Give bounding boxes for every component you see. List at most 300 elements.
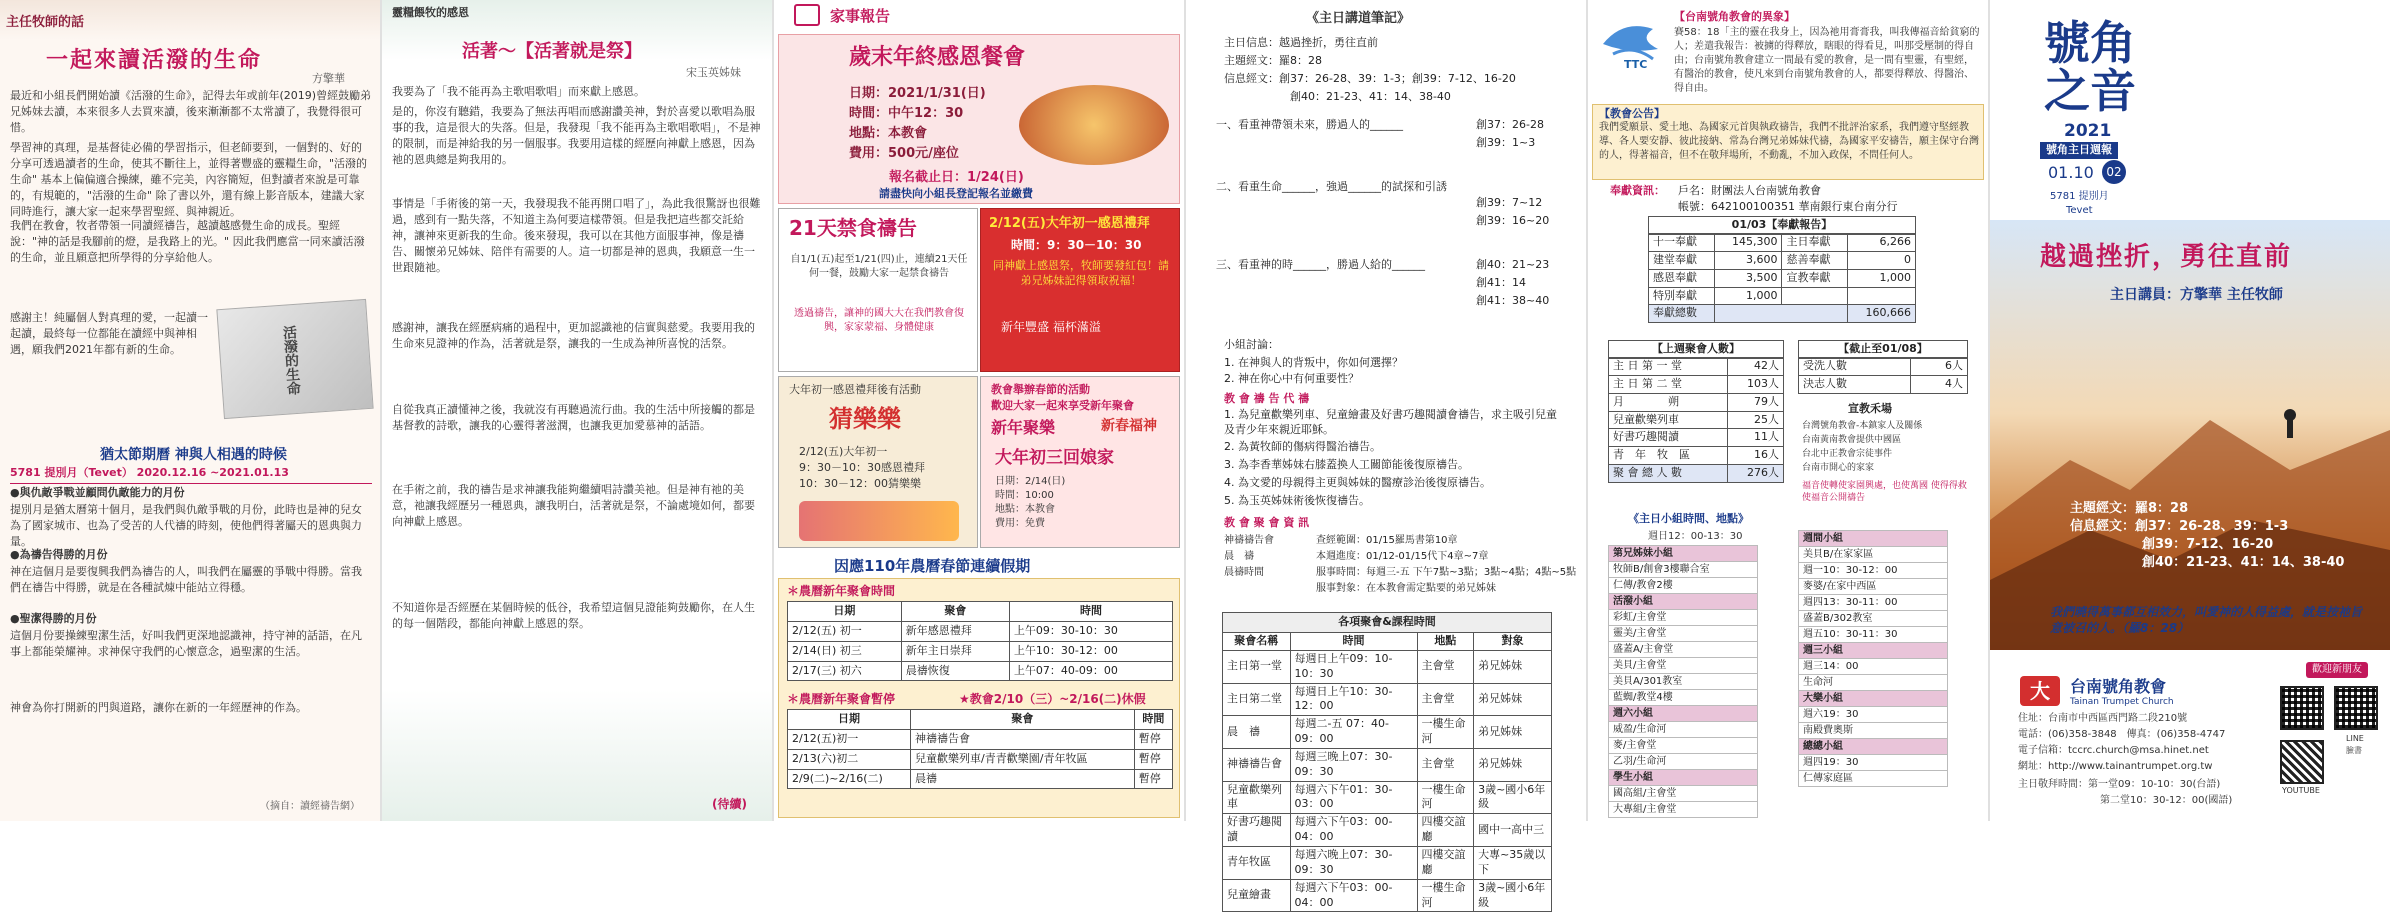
church-name-en: Tainan Trumpet Church — [2070, 697, 2174, 707]
table-cell — [1848, 287, 1916, 305]
table-cell: 每週三晚上07：30-09：30 — [1290, 748, 1417, 781]
table-cell: 聚 會 總 人 數 — [1609, 465, 1728, 483]
group-item: 週五10：30-11：30 — [1798, 627, 1948, 643]
table-row — [788, 729, 1173, 749]
group-item: 威盈/生命河 — [1608, 722, 1758, 738]
table-header-row — [788, 602, 1173, 622]
table-cell: 特別奉獻 — [1649, 287, 1715, 305]
table-cell: 弟兄姊妹 — [1474, 716, 1552, 749]
banquet-deadline: 報名截止日：1/24(日) — [889, 170, 1024, 185]
paragraph-3: 我們在教會，牧者帶領一同讀經禱告，越讀越感覺生命的成長。聖經說："神的話是我腳前的燈，是我路上的光。" 因此我們應當一同來讀活潑的生命，並且願意把所學得的分享給他人。 — [10, 219, 365, 264]
table-row — [1609, 375, 1784, 393]
scripture-3: 創39：7-12、16-20 — [2142, 537, 2274, 552]
table-cell: 主日第二堂 — [1223, 683, 1291, 716]
table-row — [1223, 781, 1552, 814]
worship-times-2: 第二堂10：30-12：00(國語) — [2100, 795, 2233, 806]
group-header: 學生小組 — [1608, 770, 1758, 786]
group-item: 國高組/主會堂 — [1608, 786, 1758, 802]
table-row — [1799, 358, 1968, 376]
sermon-title: 越過挫折，勇往直前 — [2040, 242, 2293, 272]
discussion-q1: 1. 在神與人的背叛中，你如何選擇？ — [1224, 356, 1403, 369]
table-cell: 2/17(三) 初六 — [788, 661, 902, 681]
table-cell: 奉獻總數 — [1649, 305, 1715, 323]
qr-label: YOUTUBE — [2282, 786, 2320, 795]
bullet3-title: ●聖潔得勝的月份 — [10, 612, 97, 625]
offering-account: 帳號：642100100351 華南銀行東台南分行 — [1678, 200, 1898, 213]
group-item: 生命河 — [1798, 675, 1948, 691]
message-verse: 信息經文：創37：26-28、39：1-3；創39：7-12、16-20 — [1224, 72, 1516, 85]
group-item: 大專組/主會堂 — [1608, 802, 1758, 818]
group-item: 美貝A/301教室 — [1608, 674, 1758, 690]
table-row — [1649, 305, 1916, 323]
table-cell: 每週日上午09：10-10：30 — [1290, 650, 1417, 683]
group-header: 週三小組 — [1798, 643, 1948, 659]
table-cell: 2/12(五) 初一 — [788, 621, 902, 641]
table-header: 時間 — [1134, 710, 1172, 730]
section-header: 主任牧師的話 — [6, 15, 85, 30]
table-cell: 103人 — [1727, 375, 1784, 393]
fasting-card — [778, 208, 978, 372]
paragraph-4: 感謝主！純屬個人對真理的愛，一起讀一起讀，最終每一位都能在讀經中與神相遇，願我們2021年都有新的生命。 — [10, 311, 208, 356]
table-row — [1223, 716, 1552, 749]
table-cell: 每週日上午10：30-12：00 — [1290, 683, 1417, 716]
table-row — [788, 641, 1173, 661]
banquet-date: 日期：2021/1/31(日) — [849, 86, 986, 101]
table-cell: 160,666 — [1848, 305, 1916, 323]
point-3-ref: 創41：38~40 — [1476, 294, 1550, 307]
table-cell: 276人 — [1727, 465, 1784, 483]
table-cell: 晨禱 — [911, 769, 1135, 789]
table-cell: 每週六下午03：00-04：00 — [1290, 879, 1417, 912]
group-header: 週間小組 — [1798, 530, 1948, 547]
fasting-text-1: 自1/1(五)起至1/21(四)止，連續21天任何一餐，鼓勵大家一起禁食禱告 — [790, 254, 968, 279]
table-cell: 暫停 — [1134, 729, 1172, 749]
baptism-table — [1798, 357, 1968, 394]
table-cell: 主日奉獻 — [1782, 234, 1848, 252]
offering-report-title: 01/03【奉獻報告】 — [1648, 216, 1916, 235]
message-verse-2: 創40：21-23、41：14、38-40 — [1290, 90, 1451, 103]
table-cell: 感恩奉獻 — [1649, 269, 1715, 287]
group-list-right — [1798, 530, 1948, 787]
sermon-notes-page — [1186, 0, 1586, 909]
table-cell: 3歲~國小6年級 — [1474, 781, 1552, 814]
table-row — [1609, 447, 1784, 465]
group-item: 美貝/主會堂 — [1608, 658, 1758, 674]
game-time-1: 2/12(五)大年初一 — [799, 445, 888, 458]
notes-heading: 《主日講道筆記》 — [1306, 11, 1411, 26]
table-cell: 79人 — [1727, 393, 1784, 411]
info-value: 服事時間：每週三-五 下午7點~3點；3點~4點；4點~5點 — [1316, 567, 1577, 578]
group-header: 第兄姊妹小組 — [1608, 545, 1758, 562]
table-row — [1649, 234, 1916, 252]
bullet2-title: ●為禱告得勝的月份 — [10, 548, 108, 561]
table-cell: 25人 — [1727, 411, 1784, 429]
phone: 電話：(06)358-3848 傳真：(06)358-4747 — [2018, 729, 2226, 740]
table-cell: 神禱禱告會 — [911, 729, 1135, 749]
speaker: 主日講員：方擎華 主任牧師 — [2110, 287, 2283, 303]
table-cell: 宣教奉獻 — [1782, 269, 1848, 287]
table-cell: 6人 — [1910, 358, 1967, 376]
table-header: 地點 — [1417, 633, 1474, 651]
group-item: 靈美/主會堂 — [1608, 626, 1758, 642]
point-2-ref: 創39：7~12 — [1476, 196, 1543, 209]
point-1: 一、看重神帶領未來，勝過人的______ — [1216, 118, 1403, 131]
cheer-title: 教會舉辦春節的活動 — [991, 383, 1090, 396]
table-header: 聚會名稱 — [1223, 633, 1291, 651]
table-cell: 兒童歡樂列車/青青歡樂園/青年牧區 — [911, 749, 1135, 769]
paragraph-6: 在手術之前，我的禱告是求神讓我能夠繼續唱詩讚美祂。但是神有祂的美意，祂讓我經歷另一種恩典，讓我明白，活著就是祭，不論處境如何，都要向神獻上感恩。 — [392, 483, 755, 528]
table-cell: 晨 禱 — [1223, 716, 1291, 749]
game-time-2: 9：30－10：30感恩禮拜 — [799, 461, 925, 474]
schedule-title: 各項聚會&課程時間 — [1222, 612, 1552, 633]
cheer-tag: 新春福神 — [1101, 418, 1157, 434]
newyear-text: 同神獻上感恩祭，牧師要發紅包！請弟兄姊妹記得領取祝福！ — [993, 259, 1169, 287]
table-cell: 一樓生命河 — [1417, 879, 1474, 912]
info-label: 晨禱時間 — [1224, 567, 1264, 578]
group-item: 麥/主會堂 — [1608, 738, 1758, 754]
table-row — [1223, 650, 1552, 683]
table-row — [1649, 269, 1916, 287]
group-item: 週三14：00 — [1798, 659, 1948, 675]
game-name: 猜樂樂 — [829, 405, 901, 433]
bullet1-title: ●與仇敵爭戰並顧問仇敵能力的月份 — [10, 486, 185, 499]
cheer-d3: 地點：本教會 — [995, 504, 1055, 515]
memory-verse: 我們曉得萬事都互相效力，叫愛神的人得益處，就是按祂旨意被召的人。（羅8：28） — [2050, 605, 2363, 636]
info-label: 晨 禱 — [1224, 551, 1254, 562]
table-header: 日期 — [788, 602, 902, 622]
cover-photo — [1990, 220, 2390, 650]
table-cell: 6,266 — [1848, 234, 1916, 252]
group-header: 總總小組 — [1798, 739, 1948, 755]
cheer-d4: 費用：免費 — [995, 518, 1045, 529]
mountain-silhouette — [1990, 220, 2390, 650]
pastor-message-page — [0, 0, 380, 821]
table-row — [1223, 814, 1552, 847]
table-cell: 2/13(六)初二 — [788, 749, 911, 769]
table-cell: 暫停 — [1134, 769, 1172, 789]
table-row — [1609, 393, 1784, 411]
weekly-label: 號角主日週報 — [2040, 142, 2118, 159]
table-cell: 兒童歡樂列車 — [1223, 781, 1291, 814]
fasting-title: 21天禁食禱告 — [789, 216, 917, 240]
table-cell: 11人 — [1727, 429, 1784, 447]
sec2-note: ★教會2/10（三）~2/16(二)休假 — [959, 692, 1146, 706]
table-cell: 4人 — [1910, 375, 1967, 393]
small-group-intro: 週日12：00-13：30 — [1648, 531, 1743, 542]
qr-code-icon[interactable] — [2334, 686, 2378, 730]
table-cell: 主 日 第 二 堂 — [1609, 375, 1728, 393]
cheer-d1: 日期：2/14(日) — [995, 476, 1066, 487]
table-row — [788, 621, 1173, 641]
church-info-page — [1588, 0, 1988, 821]
mission-item: 台南市開心的家家 — [1802, 463, 1875, 473]
mission-item: 台南黃南教會提供中國區 — [1802, 435, 1902, 445]
point-1-ref: 創37：26-28 — [1476, 118, 1544, 131]
game-title: 大年初一感恩禮拜後有活動 — [789, 383, 921, 396]
table-cell: 42人 — [1727, 358, 1784, 376]
point-3-ref: 創41：14 — [1476, 276, 1526, 289]
table-header-row — [788, 710, 1173, 730]
testimony-page — [382, 0, 772, 821]
table-cell: 上午10：30-12：00 — [1009, 641, 1172, 661]
prayer-3: 3. 為李香華姊妹右膝蓋換人工關節能後復原禱告。 — [1224, 458, 1469, 471]
sec1-table — [787, 601, 1173, 681]
banquet-deadline-sub: 請盡快向小組長登記報名並繳費 — [879, 187, 1033, 200]
sermon-title: 主日信息：越過挫折，勇往直前 — [1224, 36, 1378, 49]
announcements-page — [774, 0, 1184, 821]
bullet2-text: 神在這個月是要復興我們為禱告的人，叫我們在屬靈的爭戰中得勝。當我們在禱告中得勝，就是在各種試煉中能站立得穩。 — [10, 565, 362, 594]
offering-label: 奉獻資訊： — [1610, 184, 1665, 197]
table-cell: 2/12(五)初一 — [788, 729, 911, 749]
newyear-foot: 新年豐盛 福杯滿溢 — [1001, 320, 1101, 334]
table-cell: 新年感恩禮拜 — [901, 621, 1009, 641]
mission-title: 宣教禾場 — [1848, 402, 1892, 415]
sec2-title: ＊農曆新年聚會暫停 — [787, 692, 896, 706]
qr-code-icon[interactable] — [2280, 686, 2324, 730]
cover-page — [1990, 0, 2390, 821]
table-cell: 兒童繪畫 — [1223, 879, 1291, 912]
masthead-2: 之音 — [2044, 64, 2136, 118]
qr-label: 臉書 — [2346, 746, 2362, 755]
vision-title: 【台南號角教會的異象】 — [1674, 10, 1795, 23]
table-cell: 145,300 — [1714, 234, 1782, 252]
table-row — [1799, 375, 1968, 393]
table-cell: 四樓交誼廳 — [1417, 814, 1474, 847]
table-cell: 主會堂 — [1417, 748, 1474, 781]
cheer-d2: 時間：10:00 — [995, 490, 1054, 501]
group-item: 盛蓋A/主會堂 — [1608, 642, 1758, 658]
sec2-table — [787, 709, 1173, 789]
table-row — [1609, 358, 1784, 376]
table-cell: 16人 — [1727, 447, 1784, 465]
cheer-fun: 大年初三回娘家 — [995, 448, 1114, 468]
table-cell: 弟兄姊妹 — [1474, 748, 1552, 781]
banquet-time: 時間：中午12：30 — [849, 106, 964, 121]
table-row — [788, 749, 1173, 769]
table-cell: 1,000 — [1848, 269, 1916, 287]
page-title: 活著～【活著就是祭】 — [462, 41, 642, 62]
table-cell: 3歲~國小6年級 — [1474, 879, 1552, 912]
car-image — [799, 501, 959, 541]
table-header: 時間 — [1009, 602, 1172, 622]
fasting-text-2: 透過禱告，讓神的國大大在我們教會復興，家家蒙福、身體健康 — [794, 308, 964, 333]
section-header: 家事報告 — [830, 7, 891, 25]
table-header: 聚會 — [901, 602, 1009, 622]
group-header: 大樂小組 — [1798, 691, 1948, 707]
table-cell: 十一奉獻 — [1649, 234, 1715, 252]
game-card — [778, 376, 978, 548]
welcome-badge: 歡迎新朋友 — [2306, 662, 2368, 678]
table-cell: 2/14(日) 初三 — [788, 641, 902, 661]
banquet-banner — [778, 34, 1180, 204]
table-row — [1609, 465, 1784, 483]
cheer-big: 新年聚樂 — [991, 418, 1056, 437]
website: 網址：http://www.tainantrumpet.org.tw — [2018, 761, 2213, 772]
author: 宋玉英姊妹 — [686, 66, 741, 79]
table-header: 聚會 — [911, 710, 1135, 730]
table-cell: 大專~35歲以下 — [1474, 846, 1552, 879]
table-cell: 月 朔 — [1609, 393, 1728, 411]
newyear-time: 時間：9：30－10：30 — [1011, 238, 1142, 252]
table-cell: 慈善奉獻 — [1782, 251, 1848, 269]
food-image — [1019, 85, 1169, 165]
table-cell: 受洗人數 — [1799, 358, 1911, 376]
banquet-place: 地點：本教會 — [849, 126, 928, 141]
bullet4-text: 神會為你打開新的門與道路，讓你在新的一年經歷神的作為。 — [10, 701, 307, 714]
table-cell: 青年牧區 — [1223, 846, 1291, 879]
group-item: 藍蜘/教堂4樓 — [1608, 690, 1758, 706]
attendance-table — [1608, 357, 1784, 483]
table-row — [1223, 683, 1552, 716]
prayer-5: 5. 為玉英姊妹術後恢復禱告。 — [1224, 494, 1370, 507]
mission-foot: 福音使轉使家園興處，也使萬國 使得得救使福音公開禱告 — [1802, 481, 1967, 504]
ttc-label: TTC — [1624, 58, 1648, 71]
info-value: 本週進度：01/12-01/15代下4章~7章 — [1316, 551, 1489, 562]
table-cell: 主會堂 — [1417, 650, 1474, 683]
paragraph-1: 最近和小組長們開始讀《活潑的生命》，記得去年或前年(2019)曾經鼓勵弟兄姊妹去讀，本來很多人去買來讀，後來漸漸都不太常讀了，我覺得很可惜。 — [10, 89, 372, 134]
prayer-4: 4. 為文愛的母親得主更與姊妹的醫療診治後復原禱告。 — [1224, 476, 1491, 489]
cheer-sub: 歡迎大家一起來享受新年聚會 — [991, 399, 1134, 412]
table-cell: 每週六下午01：30-03：00 — [1290, 781, 1417, 814]
table-cell: 每週二-五 07：40-09：00 — [1290, 716, 1417, 749]
table-cell: 一樓生命河 — [1417, 716, 1474, 749]
table-cell: 3,600 — [1714, 251, 1782, 269]
table-cell: 上午07：40-09：00 — [1009, 661, 1172, 681]
point-2-ref: 創39：16~20 — [1476, 214, 1550, 227]
schedule-table — [1222, 632, 1552, 912]
mission-item: 台北中正教會宗徒事件 — [1802, 449, 1893, 459]
holiday-title: 因應110年農曆春節連續假期 — [834, 557, 1031, 575]
table-cell: 上午09：30-10：30 — [1009, 621, 1172, 641]
table-cell: 晨禱恢復 — [901, 661, 1009, 681]
group-item: 週四19：30 — [1798, 755, 1948, 771]
group-header: 活潑小組 — [1608, 594, 1758, 610]
point-3: 三、看重神的時______，勝過人給的______ — [1216, 258, 1425, 271]
cheer-card — [980, 376, 1180, 548]
table-cell: 主會堂 — [1417, 683, 1474, 716]
notice-text: 我們愛願景、愛土地、為國家元首與執政禱告，我們不批評治家系，我們遵守堅經教導、各人要安靜、彼此接納、常為台灣兄弟姊妹代禱，為國家平安禱告，願主保守台灣的人，得著福音，但不在敬拜場所，不動亂，不加入政保，不問任何人。 — [1599, 122, 1979, 161]
group-header: 週六小組 — [1608, 706, 1758, 722]
table-cell: 主日第一堂 — [1223, 650, 1291, 683]
email: 電子信箱：tccrc.church@msa.hinet.net — [2018, 745, 2209, 756]
info-title: 教 會 聚 會 資 訊 — [1224, 516, 1310, 529]
paragraph-3: 事情是「手術後的第一天，我發現我不能再開口唱了」，為此我很驚訝也很難過，感到有一點失落，不知道主為何要這樣帶領。但是我把這些都交託給神，讓神來更新我的生命。後來發現，我可以在其他方面服事神，像是禱告、關懷弟兄姊妹、陪伴有需要的人。這一切都是神的恩典，我願意一生一世跟隨祂。 — [392, 197, 761, 274]
table-cell: 好書巧趣閱讀 — [1609, 429, 1728, 447]
offering-table — [1648, 233, 1916, 323]
prayer-2: 2. 為黃牧師的傷病得醫治禱告。 — [1224, 440, 1381, 453]
section2-date: 5781 提別月（Tevet） 2020.12.16 ~2021.01.13 — [10, 466, 372, 484]
group-item: 牧師B/創會3樓聯合室 — [1608, 562, 1758, 578]
sec1-title: ＊農曆新年聚會時間 — [787, 584, 896, 598]
group-item: 仁傳/教會2樓 — [1608, 578, 1758, 594]
scripture-2: 信息經文：創37：26-28、39：1-3 — [2070, 519, 2289, 534]
hebrew-month-en: Tevet — [2066, 205, 2093, 216]
point-1-ref: 創39：1~3 — [1476, 136, 1536, 149]
holiday-box — [778, 578, 1180, 818]
theme-verse: 主題經文：羅8：28 — [1224, 54, 1322, 67]
notice-title: 【教會公告】 — [1599, 107, 1665, 120]
ttc-logo-icon — [1598, 14, 1668, 74]
issue-number: 02 — [2102, 160, 2126, 184]
discussion-title: 小組討論： — [1224, 338, 1279, 351]
newyear-title: 2/12(五)大年初一感恩禮拜 — [989, 216, 1150, 231]
group-item: 週一10：30-12：00 — [1798, 563, 1948, 579]
table-cell: 1,000 — [1714, 287, 1782, 305]
table-cell: 3,500 — [1714, 269, 1782, 287]
group-item: 週四13：30-11：00 — [1798, 595, 1948, 611]
trumpet-logo-icon: 大 — [2020, 676, 2060, 706]
table-header: 日期 — [788, 710, 911, 730]
prayer-1: 1. 為兒童歡樂列車、兒童繪畫及好書巧趣閱讀會禱告，求主吸引兒童及青少年來親近耶穌。 — [1224, 408, 1557, 436]
table-cell: 每週六晚上07：30-09：30 — [1290, 846, 1417, 879]
group-list-left — [1608, 545, 1758, 818]
qr-label: LINE — [2346, 734, 2364, 743]
issue-date: 01.10 — [2048, 163, 2094, 182]
info-label: 神禱禱告會 — [1224, 535, 1274, 546]
page-title: 一起來讀活潑的生命 — [46, 47, 263, 73]
table-cell: 主 日 第 一 堂 — [1609, 358, 1728, 376]
vision-text: 賽58：18「主的靈在我身上，因為祂用膏膏我，叫我傳福音給貧窮的人；差遣我報告：被擄的得釋放，瞎眼的得看見，叫那受壓制的得自由；台南號角教會建立一間最有愛的教會，是一間有聖靈，有聖經，有醫治的教會，使凡來到台南號角教會的人，都要得釋放、得醫治、得自由。 — [1674, 27, 1980, 94]
group-item: 週六19：30 — [1798, 707, 1948, 723]
table-cell: 四樓交誼廳 — [1417, 846, 1474, 879]
newyear-card — [980, 208, 1180, 372]
info-value: 服事對象：在本教會需定點要的弟兄姊妹 — [1316, 583, 1496, 594]
bullet1-text: 提別月是猶太曆第十個月，是我們與仇敵爭戰的月份，此時也是神的兒女為了國家城市、也為了受苦的人代禱的時刻，使他們得著屬天的恩典與力量。 — [10, 503, 362, 548]
church-icon — [794, 4, 820, 26]
table-cell — [1782, 287, 1848, 305]
table-row — [788, 661, 1173, 681]
table-cell: 新年主日崇拜 — [901, 641, 1009, 661]
scripture-1: 主題經文：羅8：28 — [2070, 501, 2189, 516]
table-row — [1649, 287, 1916, 305]
book-image — [216, 299, 373, 419]
table-header: 時間 — [1290, 633, 1417, 651]
table-cell: 一樓生命河 — [1417, 781, 1474, 814]
year: 2021 — [2064, 121, 2112, 141]
notice-box — [1592, 104, 1984, 180]
table-cell: 建堂奉獻 — [1649, 251, 1715, 269]
paragraph-4: 感謝神，讓我在經歷病痛的過程中，更加認識祂的信實與慈愛。我要用我的生命來見證神的作為，活著就是祭，讓我的一生成為神所喜悅的活祭。 — [392, 321, 755, 350]
paragraph-2: 是的，你沒有聽錯，我要為了無法再唱而感謝讚美神，對於喜愛以歌唱為服事的我，這是很大的失落。但是，我發現「我不能再為主歌唱歌唱」，不是神的限制，而是神給我的另一個服事。我要用這樣的經歷向神獻上感恩，因為祂的恩典總是夠我用的。 — [392, 105, 761, 166]
group-item: 南殿費奧斯 — [1798, 723, 1948, 739]
bullet3-text: 這個月份要操練聖潔生活，好叫我們更深地認識神，持守神的話語，在凡事上都能榮耀神。求神保守我們的心懷意念，過聖潔的生活。 — [10, 629, 362, 658]
table-row — [1223, 879, 1552, 912]
baptism-title: 【截止至01/08】 — [1798, 340, 1968, 359]
prayer-title: 教 會 禱 告 代 禱 — [1224, 392, 1310, 405]
group-item: 盛蓋B/302教室 — [1798, 611, 1948, 627]
paragraph-2: 學習神的真理，是基督徒必備的學習指示，但老師要到，一個對的、好的分享可透過讀者的生命，使其不斷往上，並得著豐盛的靈糧生命，"活潑的生命" 基本上偏偏適合操練，雖不完美，內容簡短，但對讀者來說是可靠的，有規範的，"活潑的生命" 除了書以外，還有線上影音版本，建議大家同時進行，讓大家一起來學習聖經、與神親近。 — [10, 141, 368, 218]
point-2: 二、看重生命______，強過______的試探和引誘 — [1216, 180, 1447, 193]
table-cell: 好書巧趣閱讀 — [1223, 814, 1291, 847]
table-cell: 決志人數 — [1799, 375, 1911, 393]
group-item: 彩虹/主會堂 — [1608, 610, 1758, 626]
small-group-title: 《主日小組時間、地點》 — [1628, 512, 1749, 525]
table-cell: 神禱禱告會 — [1223, 748, 1291, 781]
table-cell: 兒童歡樂列車 — [1609, 411, 1728, 429]
header-bar — [774, 0, 1184, 34]
table-row — [1649, 251, 1916, 269]
paragraph-5: 自從我真正讀懂神之後，我就沒有再聽過流行曲。我的生活中所接觸的都是基督教的詩歌，讓我的心靈得著滋潤，也讓我更加愛慕神的話語。 — [392, 403, 755, 432]
table-row — [1609, 411, 1784, 429]
offering-name: 戶名：財團法人台南號角教會 — [1678, 184, 1821, 197]
table-cell: 2/9(二)~2/16(二) — [788, 769, 911, 789]
banquet-fee: 費用：500元/座位 — [849, 146, 959, 161]
table-row — [788, 769, 1173, 789]
qr-code-icon[interactable] — [2280, 740, 2324, 784]
point-3-ref: 創40：21~23 — [1476, 258, 1550, 271]
to-be-continued: (待續) — [712, 797, 747, 811]
paragraph-7: 不知道你是否經歷在某個時候的低谷，我希望這個見證能夠鼓勵你，在人生的每一個階段，都能向神獻上感恩的祭。 — [392, 601, 755, 630]
